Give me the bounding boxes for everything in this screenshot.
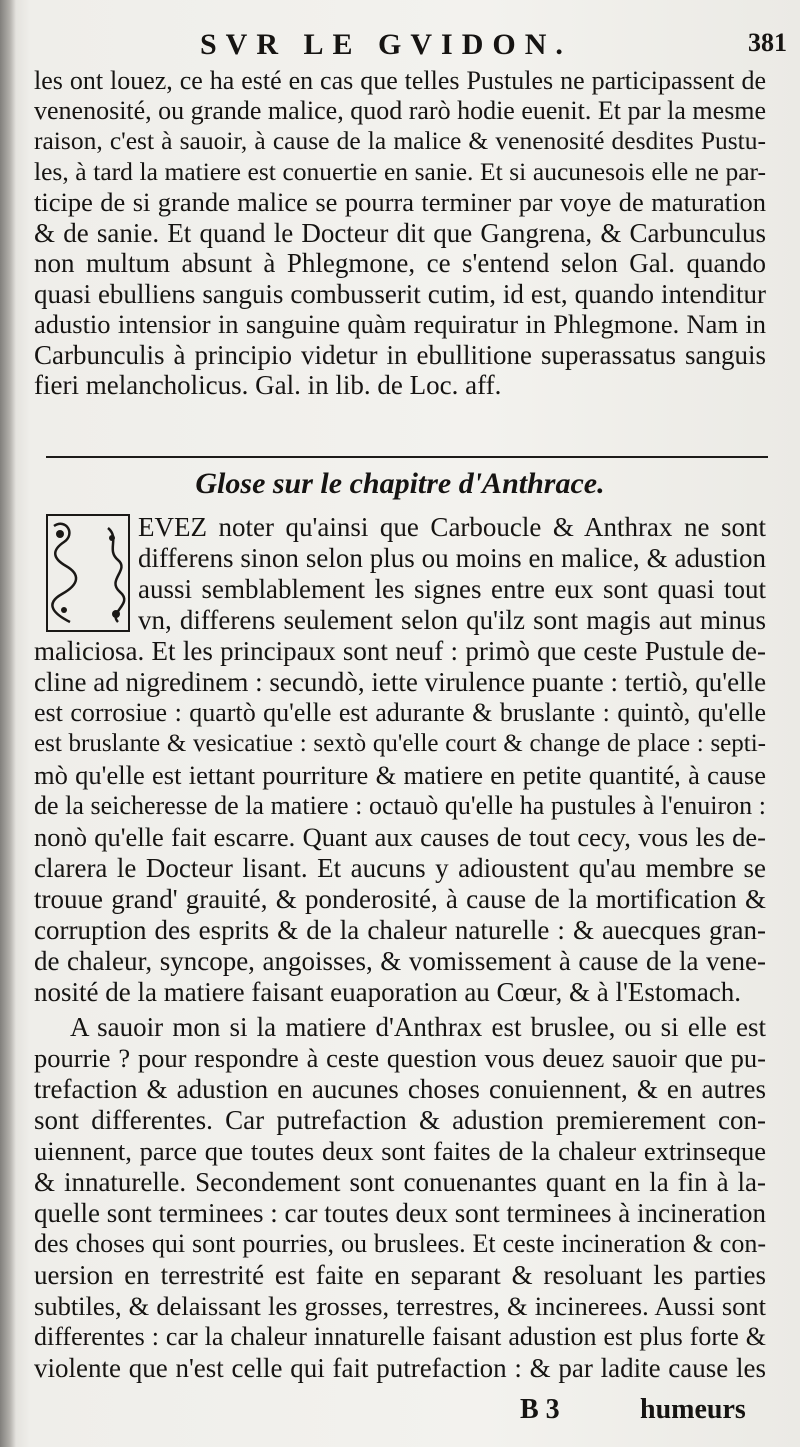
text-line: de chaleur, syncope, angoisses, & vomissement à cause de la vene-: [34, 946, 766, 976]
page-footer: [0, 1394, 800, 1434]
text-line: mò qu'elle est iettant pourriture & matiere en petite quantité, à cause: [34, 760, 766, 790]
section-title: Glose sur le chapitre d'Anthrace.: [195, 467, 605, 500]
text-line: quelle sont terminees : car toutes deux sont terminees à incineration: [34, 1198, 766, 1228]
page-gutter-shadow: [0, 0, 16, 1447]
text-line: nonò qu'elle fait escarre. Quant aux causes de tout cecy, vous les de-: [34, 822, 766, 852]
text-line: non multum absunt à Phlegmone, ce s'entend selon Gal. quando: [34, 248, 766, 278]
text-line: fieri melancholicus. Gal. in lib. de Loc. aff.: [34, 370, 502, 400]
text-line: EVEZ noter qu'ainsi que Carboucle & Anthrax ne sont: [138, 512, 766, 542]
text-line: adustio intensior in sanguine quàm requiratur in Phlegmone. Nam in: [34, 309, 766, 339]
text-line: venenosité, ou grande malice, quod rarò hodie euenit. Et par la mesme: [34, 96, 767, 125]
text-line: les, à tard la matiere est conuertie en sanie. Et si aucunesois elle ne par-: [34, 157, 766, 186]
text-line: des choses qui sont pourries, ou bruslees. Et ceste incineration & con-: [34, 1229, 766, 1258]
dropcap-ornament-icon: [46, 514, 130, 632]
text-line: est bruslante & vesicatiue : sextò qu'elle court & change de place : septi-: [34, 730, 766, 757]
text-line: clarera le Docteur lisant. Et aucuns y adioustent qu'au membre se: [34, 853, 766, 883]
text-line: ticipe de si grande malice se pourra terminer par voye de maturation: [34, 187, 766, 217]
text-line: nosité de la matiere faisant euaporation au Cœur, & à l'Estomach.: [34, 977, 742, 1007]
text-line: pourrie ? pour respondre à ceste question vous deuez sauoir que pu-: [34, 1043, 766, 1073]
text-line: uersion en terrestrité est faite en separant & resoluant les parties: [34, 1260, 766, 1290]
text-line: sont differentes. Car putrefaction & adustion premierement con-: [34, 1105, 766, 1135]
text-line: trefaction & adustion en aucunes choses conuiennent, & en autres: [34, 1074, 766, 1104]
text-line: & innaturelle. Secondement sont conuenantes quant en la fin à la-: [34, 1167, 766, 1197]
text-line: vn, differens seulement selon qu'ilz sont magis aut minus: [138, 605, 766, 635]
text-line: A sauoir mon si la matiere d'Anthrax est bruslee, ou si elle est: [70, 1012, 766, 1042]
text-line: violente que n'est celle qui fait putrefaction : & par ladite cause les: [34, 1353, 766, 1383]
text-line: de la seicheresse de la matiere : octauò qu'elle ha pustules à l'enuiron :: [34, 791, 766, 820]
ornamental-dropcap: [46, 514, 130, 632]
signature-mark: B 3: [520, 1394, 560, 1425]
text-line: uiennent, parce que toutes deux sont faites de la chaleur extrinseque: [34, 1136, 766, 1166]
running-head: SVR LE GVIDON.: [200, 28, 572, 61]
text-line: & de sanie. Et quand le Docteur dit que Gangrena, & Carbunculus: [34, 218, 766, 248]
text-line: les ont louez, ce ha esté en cas que telles Pustules ne participassent de: [34, 66, 766, 95]
section-rule: [46, 456, 768, 458]
text-line: differens sinon selon plus ou moins en malice, & adustion: [138, 543, 766, 573]
text-line: corruption des esprits & de la chaleur naturelle : & auecques gran-: [34, 915, 766, 945]
text-line: est corrosiue : quartò qu'elle est adurante & bruslante : quintò, qu'elle: [34, 698, 766, 727]
text-line: cline ad nigredinem : secundò, iette virulence puante : tertiò, qu'elle: [34, 667, 767, 697]
text-line: differentes : car la chaleur innaturelle faisant adustion est plus forte &: [34, 1322, 766, 1351]
catchword: humeurs: [640, 1394, 746, 1425]
text-line: quasi ebulliens sanguis combusserit cutim, id est, quando intenditur: [34, 279, 766, 309]
text-line: maliciosa. Et les principaux sont neuf : primò que ceste Pustule de-: [34, 636, 766, 666]
text-line: subtiles, & delaissant les grosses, terrestres, & incinerees. Aussi sont: [34, 1291, 766, 1321]
text-line: aussi semblablement les signes entre eux sont quasi tout: [138, 574, 766, 604]
text-line: raison, c'est à sauoir, à cause de la malice & venenosité desdites Pustu-: [34, 126, 766, 155]
text-line: Carbunculis à principio videtur in ebullitione superassatus sanguis: [34, 340, 766, 370]
text-line: trouue grand' grauité, & ponderosité, à cause de la mortification &: [34, 884, 766, 914]
page-number: 381: [748, 28, 787, 57]
page-header: [0, 28, 800, 68]
